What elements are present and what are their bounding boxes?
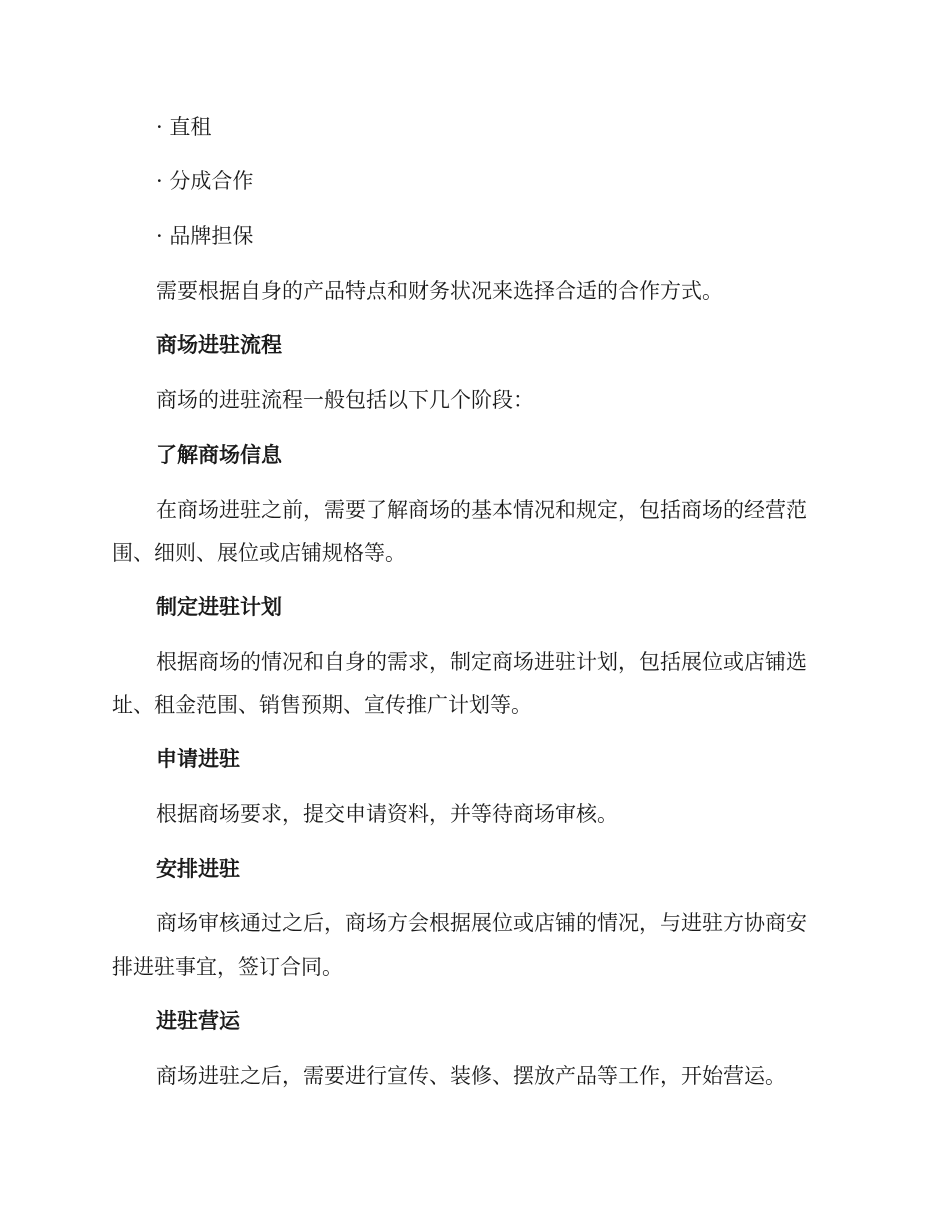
stage-title: 进驻营运 [156,1009,240,1033]
stage-text-line: 排进驻事宜，签订合同。 [112,955,343,979]
stage-title: 申请进驻 [156,747,240,771]
stage-text-line: 围、细则、展位或店铺规格等。 [112,541,406,565]
stage-text-line: 商场审核通过之后，商场方会根据展位或店铺的情况，与进驻方协商安 [156,911,807,935]
stage-text-line: 根据商场要求，提交申请资料，并等待商场审核。 [156,802,618,826]
stage-text-line: 在商场进驻之前，需要了解商场的基本情况和规定，包括商场的经营范 [156,498,807,522]
stage-title: 安排进驻 [156,857,240,881]
stage-title: 了解商场信息 [156,443,282,467]
section-title: 商场进驻流程 [156,333,282,357]
section-lead: 商场的进驻流程一般包括以下几个阶段： [156,388,534,412]
bullet-item: · 直租 [156,115,212,139]
stage-text-line: 商场进驻之后，需要进行宣传、装修、摆放产品等工作，开始营运。 [156,1064,786,1088]
stage-text-line: 根据商场的情况和自身的需求，制定商场进驻计划，包括展位或店铺选 [156,650,807,674]
intro-note: 需要根据自身的产品特点和财务状况来选择合适的合作方式。 [156,279,723,303]
bullet-item: · 分成合作 [156,169,254,193]
stage-text-line: 址、租金范围、销售预期、宣传推广计划等。 [112,693,532,717]
bullet-item: · 品牌担保 [156,224,254,248]
stage-title: 制定进驻计划 [156,595,282,619]
